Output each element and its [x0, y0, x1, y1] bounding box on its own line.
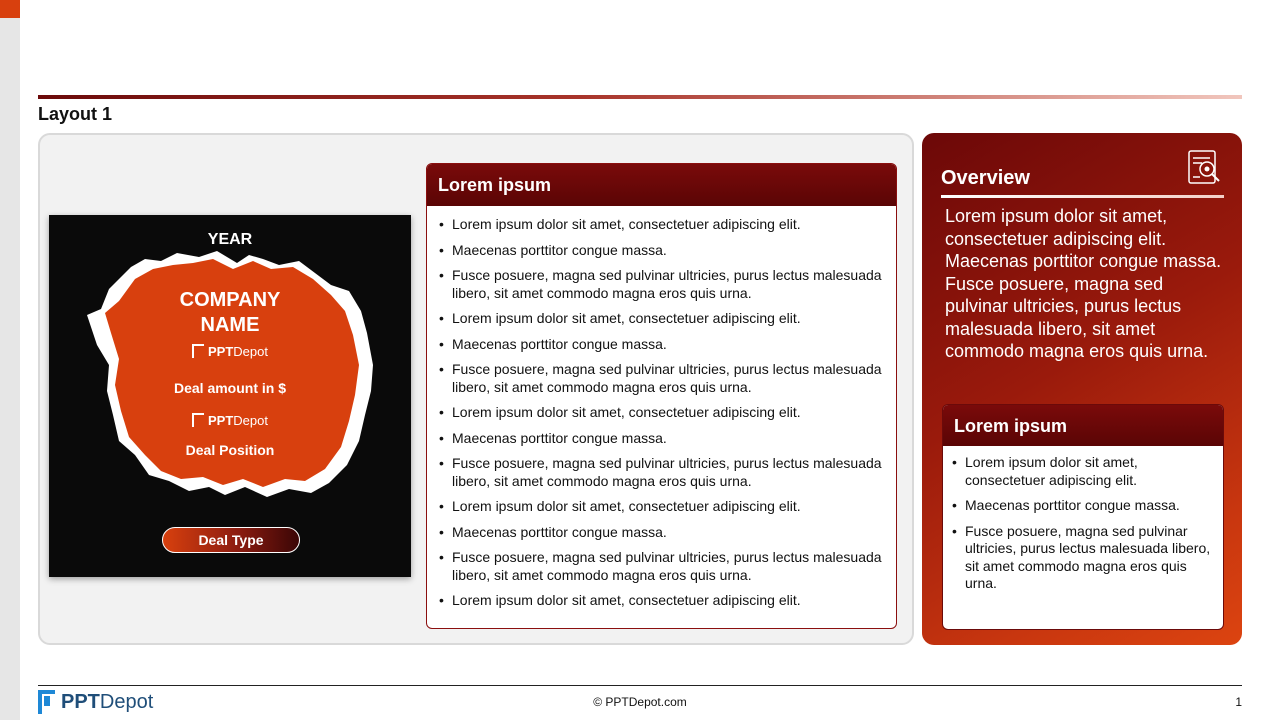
list-item: • Lorem ipsum dolor sit amet, consectetuer adipiscing elit.	[951, 454, 1215, 489]
list-item: • Maecenas porttitor congue massa.	[438, 242, 886, 260]
title-divider	[38, 95, 1242, 99]
list-item: • Lorem ipsum dolor sit amet, consectetuer adipiscing elit.	[438, 404, 886, 422]
list-item: • Maecenas porttitor congue massa.	[951, 497, 1215, 515]
card-year: YEAR	[207, 231, 253, 248]
main-list-header: Lorem ipsum	[427, 164, 896, 206]
page-number: 1	[1235, 695, 1242, 709]
brand-logo-icon	[38, 690, 55, 714]
side-bullet-list	[943, 446, 1223, 593]
list-item: • Maecenas porttitor congue massa.	[438, 430, 886, 448]
list-item: • Fusce posuere, magna sed pulvinar ultricies, purus lectus malesuada libero, sit amet commodo magna eros quis urna.	[438, 455, 886, 490]
brand-logo-icon	[192, 344, 204, 358]
footer-copyright: © PPTDepot.com	[593, 695, 687, 709]
overview-panel	[922, 133, 1242, 645]
company-logo: PPTDepot	[49, 413, 411, 428]
deal-position: Deal Position	[185, 442, 275, 458]
footer-logo[interactable]: PPTDepot	[38, 689, 153, 715]
list-item: • Fusce posuere, magna sed pulvinar ultricies, purus lectus malesuada libero, sit amet commodo magna eros quis urna.	[438, 549, 886, 584]
left-edge-strip	[0, 0, 20, 720]
overview-title: Overview	[941, 167, 1030, 189]
slide-title: Layout 1	[38, 104, 113, 124]
company-logo: PPTDepot	[49, 344, 411, 359]
document-search-icon	[1186, 149, 1224, 187]
deal-type-pill: Deal Type	[162, 527, 300, 553]
side-list-box	[942, 404, 1224, 630]
overview-text: Lorem ipsum dolor sit amet, consectetuer adipiscing elit. Maecenas porttitor congue massa. Fusce posuere, magna sed pulvinar ultricies, purus lectus malesuada libero, sit amet commodo magna eros quis urna.	[945, 206, 1222, 361]
list-item: • Fusce posuere, magna sed pulvinar ultricies, purus lectus malesuada libero, sit amet commodo magna eros quis urna.	[438, 267, 886, 302]
footer-divider	[38, 685, 1242, 686]
list-item: • Lorem ipsum dolor sit amet, consectetuer adipiscing elit.	[438, 216, 886, 234]
main-bullet-list	[427, 206, 896, 610]
list-item: • Fusce posuere, magna sed pulvinar ultricies, purus lectus malesuada libero, sit amet commodo magna eros quis urna.	[438, 361, 886, 396]
list-item: • Maecenas porttitor congue massa.	[438, 336, 886, 354]
list-item: • Fusce posuere, magna sed pulvinar ultricies, purus lectus malesuada libero, sit amet commodo magna eros quis urna.	[951, 523, 1215, 593]
brand-logo-icon	[192, 413, 204, 427]
torn-paper-graphic	[49, 215, 411, 577]
company-name: COMPANY NAME	[179, 289, 281, 336]
side-list-header: Lorem ipsum	[943, 405, 1223, 446]
deal-amount: Deal amount in $	[173, 380, 287, 396]
overview-divider	[941, 195, 1224, 198]
list-item: • Lorem ipsum dolor sit amet, consectetuer adipiscing elit.	[438, 310, 886, 328]
list-item: • Lorem ipsum dolor sit amet, consectetuer adipiscing elit.	[438, 592, 886, 610]
main-list-box	[426, 163, 897, 629]
left-edge-accent	[0, 0, 20, 18]
list-item: • Lorem ipsum dolor sit amet, consectetuer adipiscing elit.	[438, 498, 886, 516]
company-card	[49, 215, 411, 577]
list-item: • Maecenas porttitor congue massa.	[438, 524, 886, 542]
